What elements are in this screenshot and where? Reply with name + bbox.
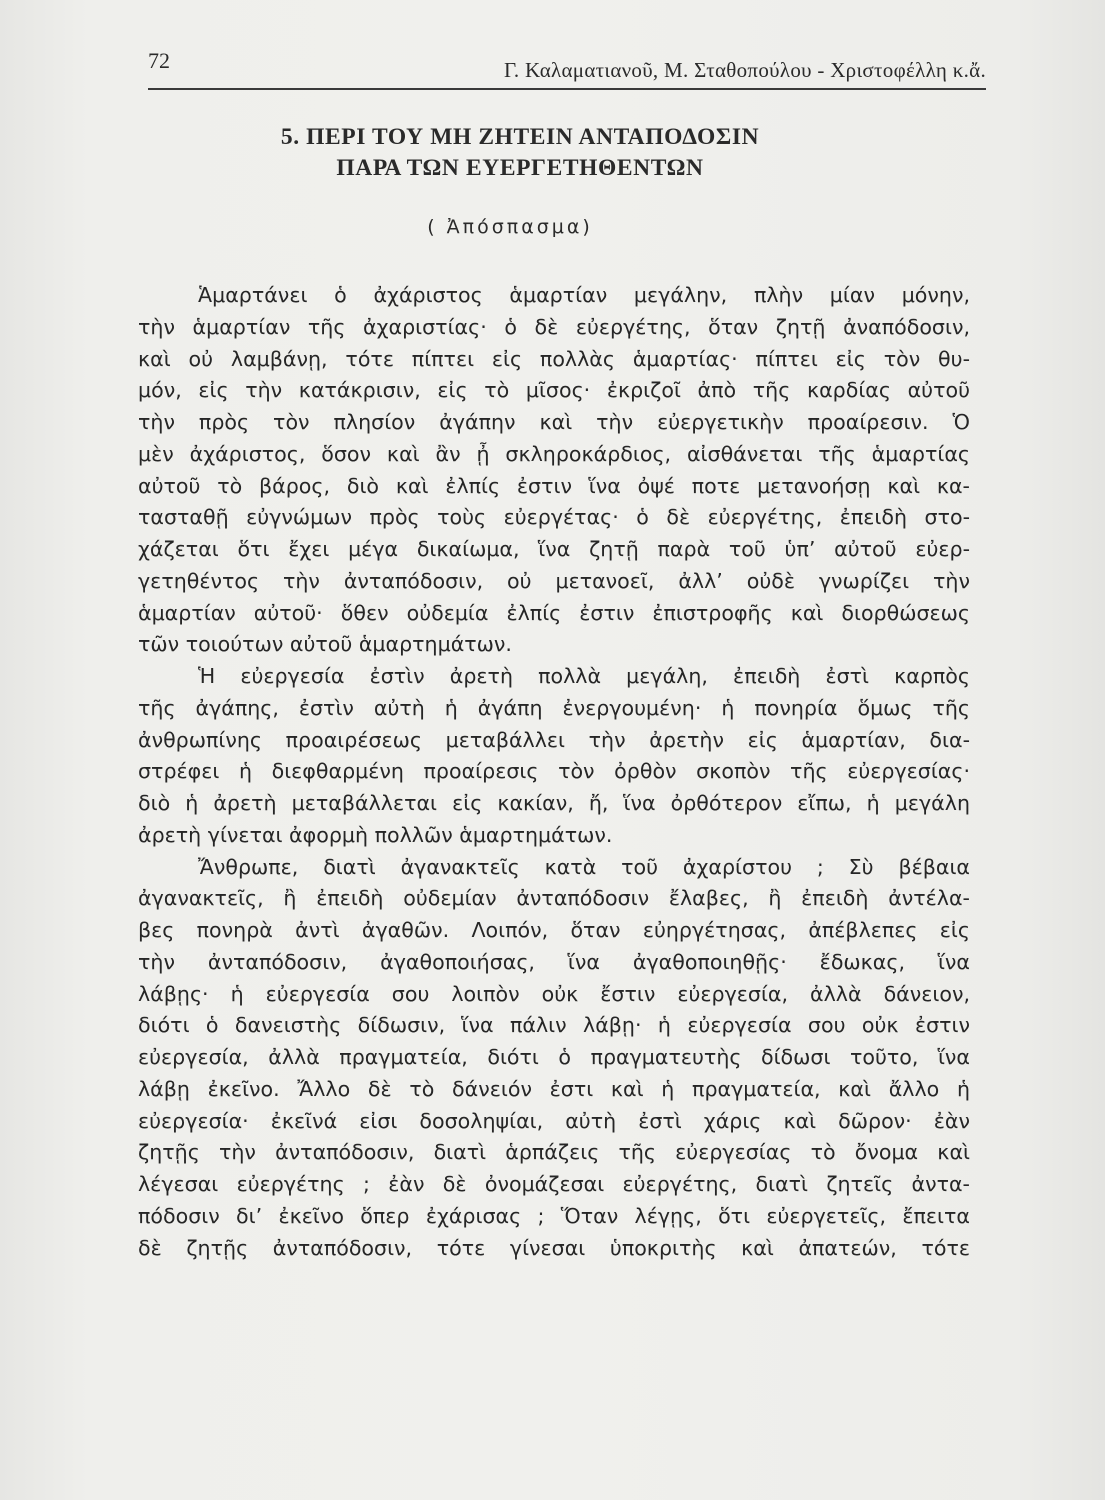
body-line: γετηθέντος τὴν ἀνταπόδοσιν, οὐ μετανοεῖ, ἀλλ’ οὐδὲ γνωρίζει τὴν [138, 568, 970, 593]
body-line: τῆς ἀγάπης, ἐστὶν αὐτὴ ἡ ἀγάπη ἐνεργουμένη· ἡ πονηρία ὅμως τῆς [138, 695, 970, 720]
body-line: διὸ ἡ ἀρετὴ μεταβάλλεται εἰς κακίαν, ἤ, ἵνα ὀρθότερον εἴπω, ἡ μεγάλη [138, 791, 970, 815]
body-line: ἀγανακτεῖς, ἢ ἐπειδὴ οὐδεμίαν ἀνταπόδοσιν ἔλαβες, ἢ ἐπειδὴ ἀντέλα- [138, 886, 970, 911]
body-line: Ἡ εὐεργεσία ἐστὶν ἀρετὴ πολλὰ μεγάλη, ἐπειδὴ ἐστὶ καρπὸς [198, 664, 970, 688]
body-line: μὲν ἀχάριστος, ὅσον καὶ ἂν ᾖ σκληροκάρδιος, αἰσθάνεται τῆς ἁμαρτίας [138, 441, 970, 466]
body-line: λάβῃς· ἡ εὐεργεσία σου λοιπὸν οὐκ ἔστιν εὐεργεσία, ἀλλὰ δάνειον, [138, 981, 970, 1006]
body-text [138, 280, 970, 1264]
body-line: ζητῇς τὴν ἀνταπόδοσιν, διατὶ ἁρπάζεις τῆς εὐεργεσίας τὸ ὄνομα καὶ [138, 1140, 970, 1165]
body-line: Ἁμαρτάνει ὁ ἀχάριστος ἁμαρτίαν μεγάλην, πλὴν μίαν μόνην, [198, 283, 970, 307]
body-line: πόδοσιν δι’ ἐκεῖνο ὅπερ ἐχάρισας ; Ὅταν λέγῃς, ὅτι εὐεργετεῖς, ἔπειτα [138, 1203, 970, 1228]
section-title-line-2: ΠΑΡΑ ΤΩΝ ΕΥΕΡΓΕΤΗΘΕΝΤΩΝ [336, 155, 704, 181]
page-number: 72 [148, 48, 170, 73]
body-line: καὶ οὐ λαμβάνῃ, τότε πίπτει εἰς πολλὰς ἁμαρτίας· πίπτει εἰς τὸν θυ- [138, 346, 970, 371]
body-line: χάζεται ὅτι ἔχει μέγα δικαίωμα, ἵνα ζητῇ παρὰ τοῦ ὑπ’ αὐτοῦ εὐερ- [138, 537, 970, 561]
body-line: λάβῃ ἐκεῖνο. Ἄλλο δὲ τὸ δάνειόν ἐστι καὶ ἡ πραγματεία, καὶ ἄλλο ἡ [138, 1076, 970, 1101]
body-line: τῶν τοιούτων αὐτοῦ ἁμαρτημάτων. [138, 632, 512, 657]
page-header [148, 44, 986, 90]
running-head: Γ. Καλαματιανοῦ, Μ. Σταθοπούλου - Χριστοφέλλη κ.ἄ. [503, 58, 986, 82]
section-title [190, 122, 850, 184]
section-subtitle: ( Ἀπόσπασμα) [427, 216, 593, 238]
body-line: εὐεργεσία, ἀλλὰ πραγματεία, διότι ὁ πραγματευτὴς δίδωσι τοῦτο, ἵνα [138, 1045, 970, 1069]
body-line: τὴν πρὸς τὸν πλησίον ἀγάπην καὶ τὴν εὐεργετικὴν προαίρεσιν. Ὁ [138, 410, 970, 434]
body-line: εὐεργεσία· ἐκεῖνά εἰσι δοσοληψίαι, αὐτὴ ἐστὶ χάρις καὶ δῶρον· ἐὰν [138, 1108, 970, 1133]
body-line: ἁμαρτίαν αὐτοῦ· ὅθεν οὐδεμία ἐλπίς ἐστιν ἐπιστροφῆς καὶ διορθώσεως [138, 600, 970, 625]
body-line: τὴν ἁμαρτίαν τῆς ἀχαριστίας· ὁ δὲ εὐεργέτης, ὅταν ζητῇ ἀναπόδοσιν, [138, 314, 970, 339]
body-line: αὐτοῦ τὸ βάρος, διὸ καὶ ἐλπίς ἐστιν ἵνα ὀψέ ποτε μετανοήσῃ καὶ κα- [138, 473, 970, 498]
body-line: διότι ὁ δανειστὴς δίδωσιν, ἵνα πάλιν λάβῃ· ἡ εὐεργεσία σου οὐκ ἐστιν [138, 1013, 970, 1038]
body-line: τασταθῇ εὐγνώμων πρὸς τοὺς εὐεργέτας· ὁ δὲ εὐεργέτης, ἐπειδὴ στο- [138, 505, 970, 530]
body-line: βες πονηρὰ ἀντὶ ἀγαθῶν. Λοιπόν, ὅταν εὐηργέτησας, ἀπέβλεπες εἰς [138, 918, 970, 942]
body-line: λέγεσαι εὐεργέτης ; ἐὰν δὲ ὀνομάζεσαι εὐεργέτης, διατὶ ζητεῖς ἀντα- [138, 1172, 970, 1196]
body-line: Ἄνθρωπε, διατὶ ἀγανακτεῖς κατὰ τοῦ ἀχαρίστου ; Σὺ βέβαια [198, 854, 970, 879]
section-title-line-1: 5. ΠΕΡΙ ΤΟΥ ΜΗ ΖΗΤΕΙΝ ΑΝΤΑΠΟΔΟΣΙΝ [280, 124, 760, 150]
body-line: μόν, εἰς τὴν κατάκρισιν, εἰς τὸ μῖσος· ἐκριζοῖ ἀπὸ τῆς καρδίας αὐτοῦ [138, 378, 970, 403]
body-line: στρέφει ἡ διεφθαρμένη προαίρεσις τὸν ὀρθὸν σκοπὸν τῆς εὐεργεσίας· [138, 759, 970, 784]
body-line: ἀνθρωπίνης προαιρέσεως μεταβάλλει τὴν ἀρετὴν εἰς ἁμαρτίαν, δια- [138, 727, 970, 752]
body-line: δὲ ζητῇς ἀνταπόδοσιν, τότε γίνεσαι ὑποκριτὴς καὶ ἀπατεών, τότε [138, 1235, 970, 1260]
body-line: τὴν ἀνταπόδοσιν, ἀγαθοποιήσας, ἵνα ἀγαθοποιηθῇς· ἔδωκας, ἵνα [138, 949, 970, 974]
body-line: ἀρετὴ γίνεται ἀφορμὴ πολλῶν ἁμαρτημάτων. [138, 822, 613, 847]
